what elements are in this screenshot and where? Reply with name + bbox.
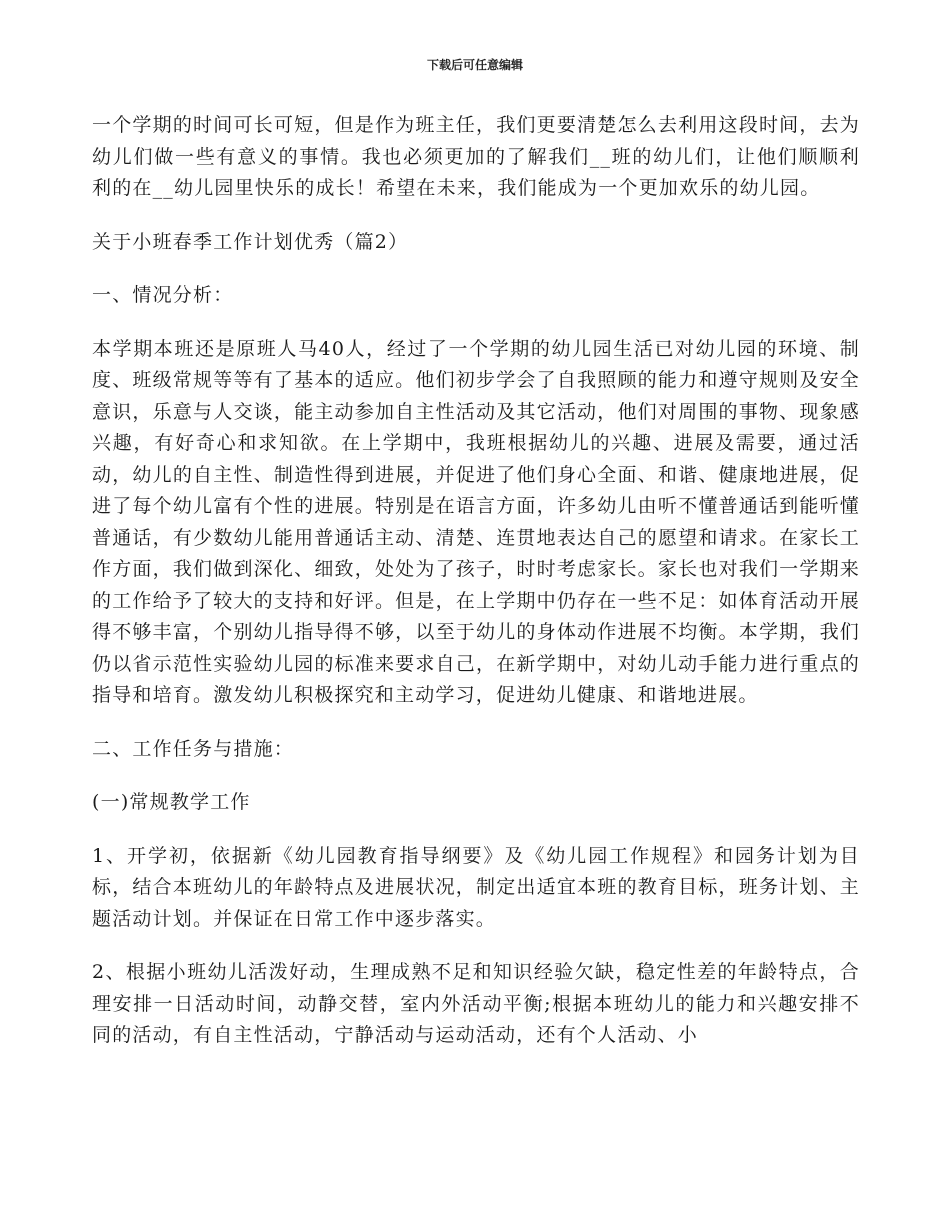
heading-routine-teaching: (一)常规教学工作 [92, 791, 251, 813]
heading-tasks-measures: 二、工作任务与措施： [92, 737, 295, 760]
document-body [92, 110, 860, 1074]
paragraph-situation: 本学期本班还是原班人马40人，经过了一个学期的幼儿园生活已对幼儿园的环境、制度、班级常规等等有了基本的适应。他们初步学会了自我照顾的能力和遵守规则及安全意识，乐意与人交谈，能主动参加自主性活动及其它活动，他们对周围的事物、现象感兴趣，有好奇心和求知欲。在上学期中，我班根据幼儿的兴趣、进展及需要，通过活动，幼儿的自主性、制造性得到进展，并促进了他们身心全面、和谐、健康地进展，促进了每个幼儿富有个性的进展。特别是在语言方面，许多幼儿由听不懂普通话到能听懂普通话，有少数幼儿能用普通话主动、清楚、连贯地表达自己的愿望和请求。在家长工作方面，我们做到深化、细致，处处为了孩子，时时考虑家长。家长也对我们一学期来的工作给予了较大的支持和好评。但是，在上学期中仍存在一些不足：如体育活动开展得不够丰富，个别幼儿指导得不够，以至于幼儿的身体动作进展不均衡。本学期，我们仍以省示范性实验幼儿园的标准来要求自己，在新学期中，对幼儿动手能力进行重点的指导和培育。激发幼儿积极探究和主动学习，促进幼儿健康、和谐地进展。 [92, 337, 860, 706]
paragraph-intro: 一个学期的时间可长可短，但是作为班主任，我们更要清楚怎么去利用这段时间，去为幼儿们做一些有意义的事情。我也必须更加的了解我们__班的幼儿们，让他们顺顺利利的在__幼儿园里快乐的成长！希望在未来，我们能成为一个更加欢乐的幼儿园。 [92, 114, 860, 199]
heading-situation-analysis: 一、情况分析： [92, 284, 234, 306]
paragraph-item-1: 1、开学初，依据新《幼儿园教育指导纲要》及《幼儿园工作规程》和园务计划为目标，结合本班幼儿的年龄特点及进展状况，制定出适宜本班的教育目标，班务计划、主题活动计划。并保证在日常工作中逐步落实。 [92, 844, 860, 930]
header-note: 下载后可任意编辑 [426, 58, 523, 72]
paragraph-item-2: 2、根据小班幼儿活泼好动，生理成熟不足和知识经验欠缺，稳定性差的年龄特点，合理安排一日活动时间，动静交替，室内外活动平衡;根据本班幼儿的能力和兴趣安排不同的活动，有自主性活动，宁静活动与运动活动，还有个人活动、小 [92, 961, 860, 1046]
section-title: 关于小班春季工作计划优秀（篇2） [92, 230, 409, 253]
